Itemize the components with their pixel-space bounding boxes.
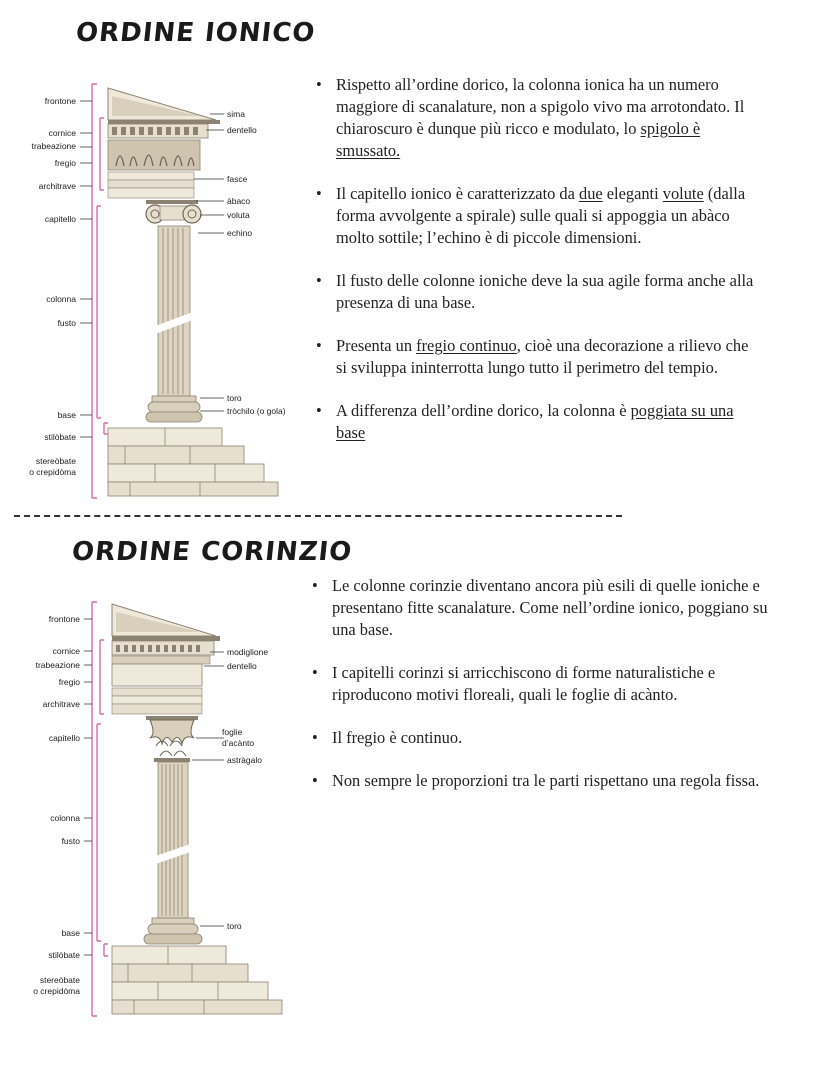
label-cornice: cornice [52,646,80,656]
label-architrave: architrave [38,181,76,191]
text-segment: eleganti [602,184,663,203]
label-trabeazione: trabeazione [31,141,76,151]
label-stereobate: stereòbate [39,975,80,985]
label-acanto: d’acànto [222,738,255,748]
underlined-text: spigolo è smussato. [336,119,701,160]
label-trabeazione: trabeazione [35,660,80,670]
text-segment: Presenta un [336,336,417,355]
label-stilobate: stilòbate [48,950,80,960]
label-frontone: frontone [44,96,76,106]
label-echino: echino [227,228,253,238]
underlined-text: fregio continuo [416,336,517,355]
label-stereobate: stereòbate [35,456,76,466]
label-astragalo: astràgalo [227,755,262,765]
ionic-bullet-3 [316,270,756,314]
corinthian-bullet-list [312,575,792,813]
text-segment: Le colonne corinzie diventano ancora più esili di quelle ioniche e presentano fitte scanalature. Come nell’ordine ionico, poggiano su una base. [332,576,768,639]
ionic-bullet-list [316,74,756,465]
label-colonna: colonna [46,294,76,304]
corinthian-bullet-3 [312,727,792,749]
label-foglie: foglie [222,727,243,737]
label-voluta: voluta [227,210,250,220]
label-fusto: fusto [57,318,76,328]
ionic-bullet-2 [316,183,756,249]
corinthian-bullet-2 [312,662,792,706]
text-segment: Non sempre le proporzioni tra le parti rispettano una regola fissa. [332,771,760,790]
corinthian-title: ORDINE CORINZIO [70,537,354,567]
text-segment: Rispetto all’ordine dorico, la colonna ionica ha un numero maggiore di scanalature, non a spigolo vivo ma arrotondato. Il chiaroscuro è dunque più ricco e modulato, lo [336,75,745,138]
underlined-text: due [579,184,603,203]
section-divider [14,515,622,517]
label-cornice: cornice [48,128,76,138]
text-segment: A differenza dell’ordine dorico, la colonna è [336,401,631,420]
label-fasce: fasce [227,174,248,184]
text-segment: Il capitello ionico è caratterizzato da [336,184,579,203]
label-frontone: frontone [48,614,80,624]
text-segment: Il fusto delle colonne ioniche deve la sua agile forma anche alla presenza di una base. [336,271,754,312]
label-abaco: àbaco [227,196,251,206]
label-capitello: capitello [44,214,76,224]
corinthian-bullet-4 [312,770,792,792]
ionic-bullet-1 [316,74,756,162]
label-fregio: fregio [58,677,80,687]
label-crepidoma: o crepidòma [33,986,80,996]
label-dentello: dentello [227,661,257,671]
text-segment: (dalla forma avvolgente a spirale) sulle quali si appoggia un abàco molto sottile; l’echino è di piccole dimensioni. [336,184,746,247]
label-base: base [61,928,80,938]
label-dentello: dentello [227,125,257,135]
label-sima: sima [227,109,245,119]
label-fusto: fusto [61,836,80,846]
text-segment: I capitelli corinzi si arricchiscono di forme naturalistiche e riproducono motivi floreali, quali le foglie di acànto. [332,663,716,704]
label-stilobate: stilòbate [44,432,76,442]
ionic-column-diagram [0,78,300,503]
label-capitello: capitello [48,733,80,743]
text-segment: , cioè una decorazione a rilievo che si sviluppa ininterrotta lungo tutto il perimetro del tempio. [336,336,749,377]
ionic-bullet-4 [316,335,756,379]
label-trochilo: tròchilo (o gola) [227,406,286,416]
corinthian-column-diagram [0,596,300,1021]
label-architrave: architrave [42,699,80,709]
corinthian-bullet-1 [312,575,792,641]
label-toro: toro [227,921,242,931]
underlined-text: volute [662,184,704,203]
ionic-title: ORDINE IONICO [74,18,317,48]
underlined-text: poggiata su una base [336,401,734,442]
label-toro: toro [227,393,242,403]
label-fregio: fregio [54,158,76,168]
label-base: base [57,410,76,420]
ionic-bullet-5 [316,400,756,444]
text-segment: Il fregio è continuo. [332,728,463,747]
label-crepidoma: o crepidòma [29,467,76,477]
label-colonna: colonna [50,813,80,823]
label-modiglione: modiglione [227,647,269,657]
